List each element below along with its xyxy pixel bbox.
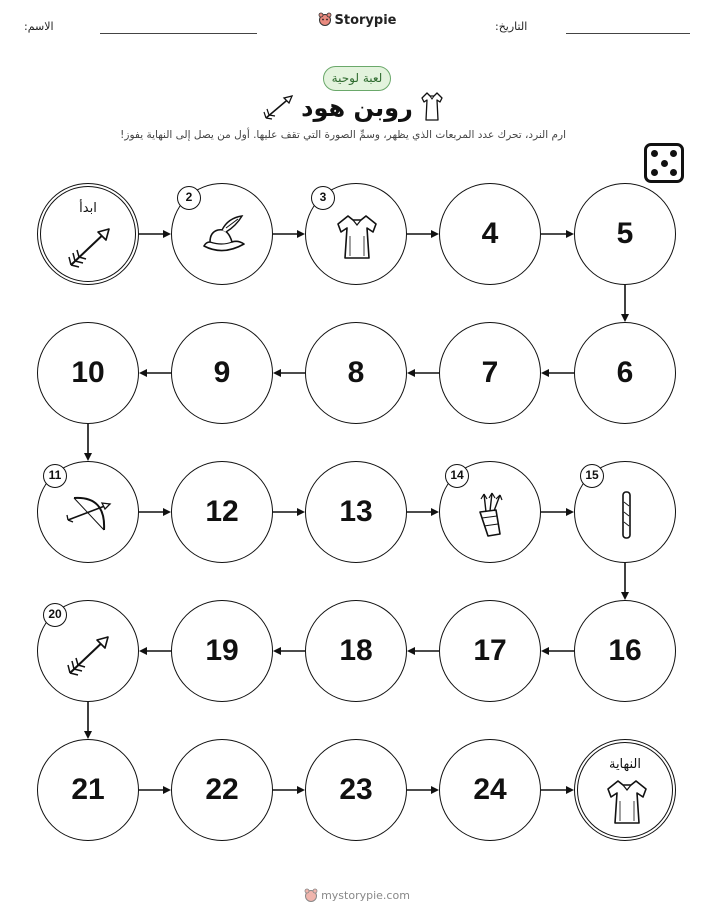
wooden-staff-icon: [601, 490, 651, 540]
tunic-icon: [332, 212, 382, 262]
space-number: 7: [481, 356, 499, 389]
path-arrow: [273, 647, 305, 655]
space-number: 12: [205, 495, 239, 528]
footer: [0, 888, 714, 902]
board-space: [574, 461, 676, 563]
path-arrow: [407, 647, 439, 655]
arrow-icon: [65, 221, 115, 271]
space-number: 13: [339, 495, 373, 528]
storypie-mascot-icon: [304, 888, 318, 902]
game-type-badge: لعبة لوحية: [323, 66, 391, 91]
path-arrow: [273, 369, 305, 377]
board-space: [37, 461, 139, 563]
space-number-badge: 2: [177, 186, 201, 210]
board-space: [439, 322, 541, 424]
arrow-icon: [64, 629, 114, 679]
path-arrow: [621, 285, 629, 322]
path-arrow: [273, 508, 305, 516]
instructions: ارم النرد، تحرك عدد المربعات الذي يظهر، وسمِّ الصورة التي تقف عليها. أول من يصل إلى النهاية يفوز!: [120, 129, 566, 141]
path-arrow: [139, 369, 171, 377]
board-space: [171, 739, 273, 841]
board-space: [171, 600, 273, 702]
path-arrow: [273, 230, 305, 238]
space-number-badge: 20: [43, 603, 67, 627]
space-number: 18: [339, 634, 373, 667]
path-arrow: [84, 424, 92, 461]
board-space: [439, 739, 541, 841]
board-space: [439, 600, 541, 702]
board-space: [439, 183, 541, 285]
space-number: 5: [616, 217, 634, 250]
space-number: 19: [205, 634, 239, 667]
space-number-badge: 11: [43, 464, 67, 488]
path-arrow: [541, 786, 574, 794]
space-number: 17: [473, 634, 507, 667]
bow-and-arrow-icon: [64, 490, 114, 540]
board-space: [171, 322, 273, 424]
board-space: [305, 322, 407, 424]
date-label: التاريخ:: [495, 20, 528, 33]
path-arrow: [139, 786, 171, 794]
path-arrow: [407, 786, 439, 794]
board-space: [305, 183, 407, 285]
finish-label: النهاية: [608, 757, 642, 772]
space-number: 24: [473, 773, 507, 806]
footer-url[interactable]: mystorypie.com: [321, 889, 410, 902]
board-space: [171, 183, 273, 285]
path-arrow: [139, 508, 171, 516]
board-space: [574, 600, 676, 702]
start-label: ابدأ: [79, 201, 97, 216]
board-space: [37, 322, 139, 424]
board-space: [574, 183, 676, 285]
board-space: [37, 600, 139, 702]
path-arrow: [621, 563, 629, 600]
board-space: [305, 461, 407, 563]
space-number: 23: [339, 773, 373, 806]
board-space: [439, 461, 541, 563]
space-number: 16: [608, 634, 642, 667]
path-arrow: [541, 369, 574, 377]
path-arrow: [407, 369, 439, 377]
start-space: [37, 183, 139, 285]
feathered-hat-icon: [198, 212, 248, 262]
name-label: الاسم:: [24, 20, 54, 33]
quiver-icon: [466, 490, 516, 540]
space-number: 9: [213, 356, 231, 389]
space-number-badge: 3: [311, 186, 335, 210]
space-number-badge: 14: [445, 464, 469, 488]
board-space: [171, 461, 273, 563]
space-number-badge: 15: [580, 464, 604, 488]
path-arrow: [139, 230, 171, 238]
path-arrow: [407, 230, 439, 238]
path-arrow: [541, 647, 574, 655]
tunic-icon: [602, 777, 652, 827]
board-space: [305, 739, 407, 841]
space-number: 6: [616, 356, 634, 389]
space-number: 4: [481, 217, 499, 250]
space-number: 21: [71, 773, 105, 806]
board-space: [305, 600, 407, 702]
board-space: [574, 322, 676, 424]
path-arrow: [139, 647, 171, 655]
space-number: 22: [205, 773, 239, 806]
path-arrow: [273, 786, 305, 794]
page-title: روبن هود: [301, 94, 413, 122]
space-number: 8: [347, 356, 365, 389]
finish-space: [574, 739, 676, 841]
brand-name: Storypie: [334, 13, 397, 28]
path-arrow: [84, 702, 92, 739]
board-space: [37, 739, 139, 841]
path-arrow: [541, 230, 574, 238]
path-arrow: [541, 508, 574, 516]
path-arrow: [407, 508, 439, 516]
space-number: 10: [71, 356, 105, 389]
